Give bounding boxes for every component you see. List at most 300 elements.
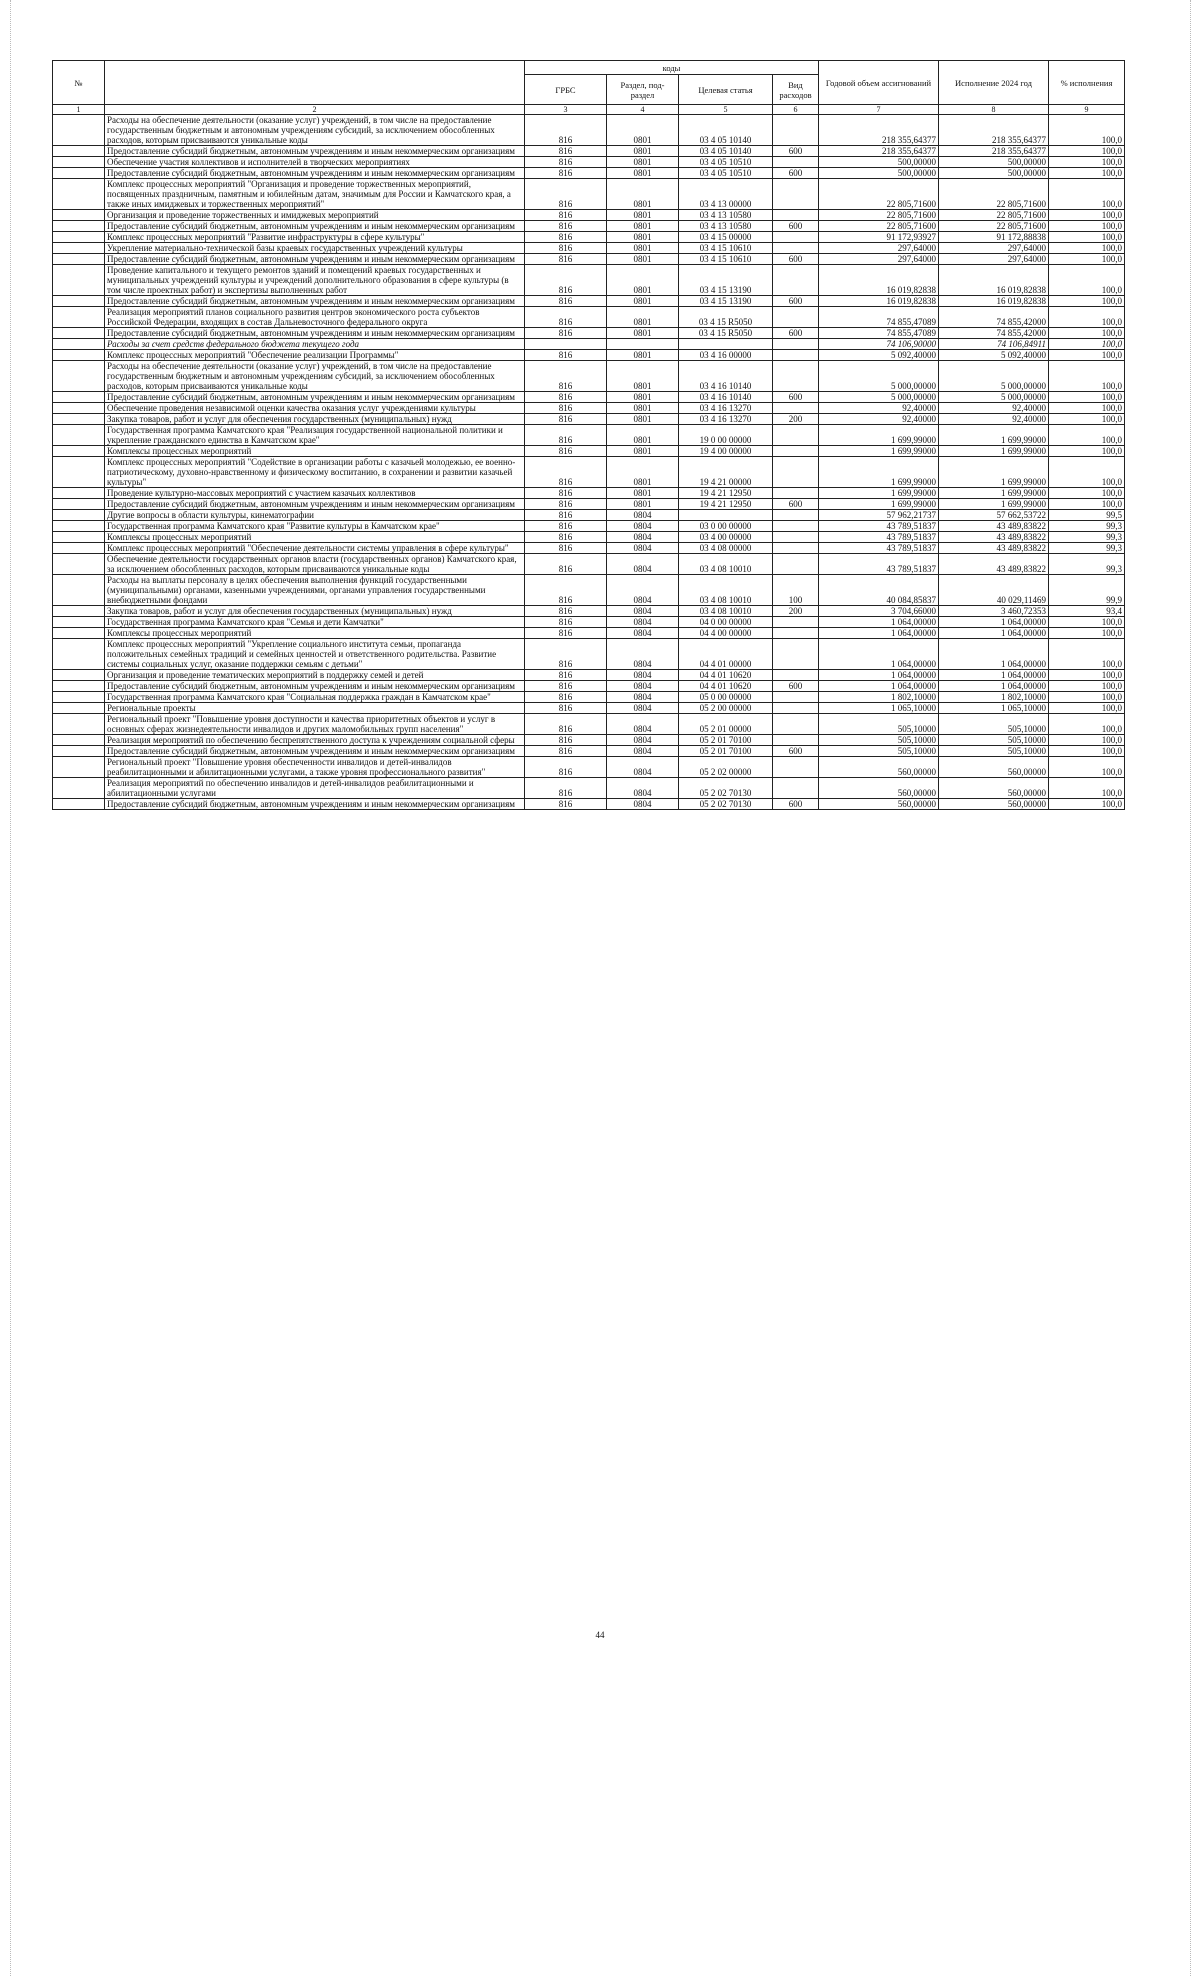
row-plan-cell: 16 019,82838 (819, 265, 939, 296)
row-number-cell (53, 265, 105, 296)
row-number-cell (53, 670, 105, 681)
row-kind-cell (773, 488, 819, 499)
row-name-cell: Предоставление субсидий бюджетным, автономным учреждениям и иным некоммерческим организациям (105, 221, 525, 232)
row-section-cell: 0801 (607, 232, 679, 243)
row-section-cell: 0801 (607, 179, 679, 210)
row-number-cell (53, 243, 105, 254)
row-section-cell: 0804 (607, 670, 679, 681)
row-name-cell: Другие вопросы в области культуры, кинематографии (105, 510, 525, 521)
row-section-cell: 0801 (607, 392, 679, 403)
row-grbs-cell: 816 (525, 414, 607, 425)
row-target-cell: 03 4 15 00000 (679, 232, 773, 243)
row-number-cell (53, 307, 105, 328)
row-exec-cell: 22 805,71600 (939, 221, 1049, 232)
row-plan-cell: 3 704,66000 (819, 606, 939, 617)
row-target-cell: 03 4 15 10610 (679, 243, 773, 254)
row-name-cell: Расходы на выплаты персоналу в целях обеспечения выполнения функций государственными (муниципальными) органами, казенными учреждениями, органами управления государственными внебюджетными фондами (105, 575, 525, 606)
col-number: 8 (939, 105, 1049, 115)
row-pct-cell: 100,0 (1049, 350, 1125, 361)
row-section-cell: 0801 (607, 221, 679, 232)
row-name-cell: Расходы на обеспечение деятельности (оказание услуг) учреждений, в том числе на предоставление государственным бюджетным и автономным учреждениям субсидий, за исключением обособленных расходов, которым присваиваются уникальные коды (105, 361, 525, 392)
row-target-cell: 04 4 01 00000 (679, 639, 773, 670)
table-row (53, 681, 1125, 692)
row-pct-cell: 100,0 (1049, 146, 1125, 157)
row-number-cell (53, 361, 105, 392)
row-pct-cell: 99,3 (1049, 532, 1125, 543)
table-row (53, 254, 1125, 265)
row-target-cell: 19 4 21 12950 (679, 488, 773, 499)
row-number-cell (53, 328, 105, 339)
row-section-cell: 0801 (607, 425, 679, 446)
row-pct-cell: 100,0 (1049, 799, 1125, 810)
row-pct-cell: 93,4 (1049, 606, 1125, 617)
row-section-cell: 0804 (607, 746, 679, 757)
table-row (53, 703, 1125, 714)
row-name-cell: Укрепление материально-технической базы краевых государственных учреждений культуры (105, 243, 525, 254)
row-target-cell: 03 4 15 R5050 (679, 307, 773, 328)
row-name-cell: Государственная программа Камчатского края "Развитие культуры в Камчатском крае" (105, 521, 525, 532)
row-name-cell: Предоставление субсидий бюджетным, автономным учреждениям и иным некоммерческим организациям (105, 146, 525, 157)
row-section-cell: 0804 (607, 521, 679, 532)
row-name-cell: Комплекс процессных мероприятий "Развитие инфраструктуры в сфере культуры" (105, 232, 525, 243)
row-exec-cell: 3 460,72353 (939, 606, 1049, 617)
row-pct-cell: 100,0 (1049, 403, 1125, 414)
row-exec-cell: 560,00000 (939, 778, 1049, 799)
row-kind-cell (773, 554, 819, 575)
col-number: 5 (679, 105, 773, 115)
row-grbs-cell: 816 (525, 778, 607, 799)
row-section-cell: 0804 (607, 681, 679, 692)
row-name-cell: Предоставление субсидий бюджетным, автономным учреждениям и иным некоммерческим организациям (105, 746, 525, 757)
row-name-cell: Организация и проведение торжественных и имиджевых мероприятий (105, 210, 525, 221)
row-number-cell (53, 543, 105, 554)
row-name-cell: Комплекс процессных мероприятий "Укрепление социального института семьи, пропаганда положительных семейных традиций и семейных ценностей и ответственного родительства. Развитие системы социальных услуг, оказание поддержки семьям с детьми" (105, 639, 525, 670)
row-section-cell: 0801 (607, 328, 679, 339)
row-name-cell: Комплексы процессных мероприятий (105, 628, 525, 639)
row-kind-cell (773, 307, 819, 328)
row-name-cell: Комплекс процессных мероприятий "Содействие в организации работы с казачьей молодежью, ее военно-патриотическому, духовно-нравственному и физическому воспитанию, в сохранении и развитии казачьей культуры" (105, 457, 525, 488)
row-name-cell: Государственная программа Камчатского края "Семья и дети Камчатки" (105, 617, 525, 628)
row-grbs-cell: 816 (525, 746, 607, 757)
row-exec-cell: 218 355,64377 (939, 115, 1049, 146)
row-grbs-cell: 816 (525, 692, 607, 703)
table-row (53, 532, 1125, 543)
row-plan-cell: 505,10000 (819, 746, 939, 757)
row-section-cell: 0801 (607, 243, 679, 254)
row-plan-cell: 43 789,51837 (819, 532, 939, 543)
row-target-cell: 03 4 05 10510 (679, 168, 773, 179)
row-name-cell: Предоставление субсидий бюджетным, автономным учреждениям и иным некоммерческим организациям (105, 499, 525, 510)
row-number-cell (53, 617, 105, 628)
row-section-cell: 0801 (607, 350, 679, 361)
row-pct-cell: 100,0 (1049, 414, 1125, 425)
row-target-cell: 03 4 05 10140 (679, 146, 773, 157)
row-pct-cell: 100,0 (1049, 617, 1125, 628)
col-number: 6 (773, 105, 819, 115)
table-row (53, 488, 1125, 499)
row-target-cell: 03 4 16 10140 (679, 392, 773, 403)
col-number: 7 (819, 105, 939, 115)
column-number-row (53, 105, 1125, 115)
row-plan-cell: 500,00000 (819, 168, 939, 179)
table-row (53, 210, 1125, 221)
row-kind-cell: 600 (773, 681, 819, 692)
row-number-cell (53, 254, 105, 265)
row-number-cell (53, 606, 105, 617)
row-pct-cell: 100,0 (1049, 157, 1125, 168)
row-name-cell: Проведение капитального и текущего ремонтов зданий и помещений краевых государственных и муниципальных учреждений культуры и учреждений дополнительного образования в сфере культуры (в том числе проектных работ) и экспертизы выполненных работ (105, 265, 525, 296)
row-target-cell: 03 4 15 R5050 (679, 328, 773, 339)
row-exec-cell: 43 489,83822 (939, 554, 1049, 575)
row-target-cell: 03 4 05 10140 (679, 115, 773, 146)
table-row (53, 778, 1125, 799)
row-plan-cell: 1 699,99000 (819, 457, 939, 488)
row-plan-cell: 43 789,51837 (819, 521, 939, 532)
row-exec-cell: 16 019,82838 (939, 265, 1049, 296)
row-grbs-cell: 816 (525, 328, 607, 339)
row-kind-cell: 600 (773, 746, 819, 757)
row-target-cell: 03 4 16 13270 (679, 414, 773, 425)
row-pct-cell: 100,0 (1049, 221, 1125, 232)
row-kind-cell (773, 232, 819, 243)
row-grbs-cell: 816 (525, 392, 607, 403)
row-target-cell: 04 4 01 10620 (679, 681, 773, 692)
document-page (52, 60, 1124, 810)
row-name-cell: Предоставление субсидий бюджетным, автономным учреждениям и иным некоммерческим организациям (105, 296, 525, 307)
row-plan-cell: 560,00000 (819, 757, 939, 778)
row-exec-cell: 5 000,00000 (939, 392, 1049, 403)
row-name-cell: Государственная программа Камчатского края "Социальная поддержка граждан в Камчатском крае" (105, 692, 525, 703)
row-name-cell: Предоставление субсидий бюджетным, автономным учреждениям и иным некоммерческим организациям (105, 392, 525, 403)
row-pct-cell: 100,0 (1049, 703, 1125, 714)
row-name-cell: Проведение культурно-массовых мероприятий с участием казачьих коллективов (105, 488, 525, 499)
row-plan-cell: 1 699,99000 (819, 425, 939, 446)
row-target-cell: 03 4 15 13190 (679, 296, 773, 307)
row-exec-cell: 43 489,83822 (939, 532, 1049, 543)
row-kind-cell: 600 (773, 499, 819, 510)
row-section-cell (607, 339, 679, 350)
row-target-cell: 03 4 08 00000 (679, 543, 773, 554)
row-section-cell: 0804 (607, 575, 679, 606)
table-row (53, 403, 1125, 414)
row-section-cell: 0801 (607, 457, 679, 488)
row-pct-cell: 100,0 (1049, 232, 1125, 243)
row-kind-cell (773, 210, 819, 221)
row-pct-cell: 99,5 (1049, 510, 1125, 521)
row-number-cell (53, 628, 105, 639)
row-pct-cell: 100,0 (1049, 681, 1125, 692)
row-grbs-cell: 816 (525, 606, 607, 617)
row-name-cell: Закупка товаров, работ и услуг для обеспечения государственных (муниципальных) нужд (105, 606, 525, 617)
row-grbs-cell: 816 (525, 521, 607, 532)
row-name-cell: Предоставление субсидий бюджетным, автономным учреждениям и иным некоммерческим организациям (105, 681, 525, 692)
table-row (53, 157, 1125, 168)
row-target-cell: 04 0 00 00000 (679, 617, 773, 628)
row-kind-cell (773, 778, 819, 799)
row-section-cell: 0804 (607, 554, 679, 575)
row-name-cell: Расходы на обеспечение деятельности (оказание услуг) учреждений, в том числе на предоставление государственным бюджетным и автономным учреждениям субсидий, за исключением обособленных расходов, которым присваиваются уникальные коды (105, 115, 525, 146)
row-pct-cell: 100,0 (1049, 446, 1125, 457)
row-target-cell: 05 2 02 70130 (679, 778, 773, 799)
row-exec-cell: 74 855,42000 (939, 307, 1049, 328)
row-target-cell: 03 4 05 10510 (679, 157, 773, 168)
row-number-cell (53, 692, 105, 703)
row-number-cell (53, 425, 105, 446)
row-number-cell (53, 179, 105, 210)
row-kind-cell: 600 (773, 799, 819, 810)
row-exec-cell: 5 000,00000 (939, 361, 1049, 392)
row-kind-cell (773, 521, 819, 532)
row-name-cell: Региональный проект "Повышение уровня доступности и качества приоритетных объектов и услуг в основных сферах жизнедеятельности инвалидов и других маломобильных групп населения" (105, 714, 525, 735)
row-target-cell: 03 4 16 00000 (679, 350, 773, 361)
row-target-cell: 05 0 00 00000 (679, 692, 773, 703)
row-target-cell: 05 2 00 00000 (679, 703, 773, 714)
row-plan-cell: 5 092,40000 (819, 350, 939, 361)
table-row (53, 296, 1125, 307)
table-row (53, 168, 1125, 179)
row-target-cell: 03 4 15 10610 (679, 254, 773, 265)
row-pct-cell: 100,0 (1049, 361, 1125, 392)
row-grbs-cell: 816 (525, 296, 607, 307)
row-name-cell: Закупка товаров, работ и услуг для обеспечения государственных (муниципальных) нужд (105, 414, 525, 425)
row-section-cell: 0804 (607, 639, 679, 670)
row-grbs-cell: 816 (525, 543, 607, 554)
row-exec-cell: 505,10000 (939, 746, 1049, 757)
row-exec-cell: 297,64000 (939, 254, 1049, 265)
row-plan-cell: 1 064,00000 (819, 681, 939, 692)
row-plan-cell: 1 802,10000 (819, 692, 939, 703)
row-number-cell (53, 499, 105, 510)
table-row (53, 146, 1125, 157)
row-section-cell: 0804 (607, 628, 679, 639)
row-pct-cell: 100,0 (1049, 265, 1125, 296)
table-row (53, 392, 1125, 403)
col-header-name (105, 61, 525, 105)
row-grbs-cell: 816 (525, 168, 607, 179)
row-pct-cell: 100,0 (1049, 179, 1125, 210)
row-exec-cell: 22 805,71600 (939, 179, 1049, 210)
row-plan-cell: 57 962,21737 (819, 510, 939, 521)
row-name-cell: Организация и проведение тематических мероприятий в поддержку семей и детей (105, 670, 525, 681)
row-plan-cell: 5 000,00000 (819, 392, 939, 403)
row-plan-cell: 1 699,99000 (819, 446, 939, 457)
table-row (53, 457, 1125, 488)
row-target-cell: 05 2 02 70130 (679, 799, 773, 810)
row-number-cell (53, 392, 105, 403)
row-kind-cell (773, 157, 819, 168)
row-kind-cell: 600 (773, 146, 819, 157)
row-grbs-cell: 816 (525, 799, 607, 810)
row-exec-cell: 92,40000 (939, 403, 1049, 414)
row-exec-cell: 1 064,00000 (939, 628, 1049, 639)
row-grbs-cell (525, 339, 607, 350)
row-kind-cell (773, 757, 819, 778)
row-exec-cell: 1 699,99000 (939, 425, 1049, 446)
row-number-cell (53, 681, 105, 692)
row-plan-cell: 1 065,10000 (819, 703, 939, 714)
row-exec-cell: 1 699,99000 (939, 446, 1049, 457)
row-exec-cell: 91 172,88838 (939, 232, 1049, 243)
row-number-cell (53, 714, 105, 735)
row-target-cell: 03 4 15 13190 (679, 265, 773, 296)
row-pct-cell: 100,0 (1049, 210, 1125, 221)
row-grbs-cell: 816 (525, 757, 607, 778)
page-number: 44 (595, 1630, 605, 1640)
row-plan-cell: 40 084,85837 (819, 575, 939, 606)
row-exec-cell: 1 064,00000 (939, 670, 1049, 681)
row-target-cell: 19 4 21 12950 (679, 499, 773, 510)
row-plan-cell: 92,40000 (819, 414, 939, 425)
table-row (53, 179, 1125, 210)
row-target-cell: 03 0 00 00000 (679, 521, 773, 532)
row-plan-cell: 43 789,51837 (819, 554, 939, 575)
col-header-grbs: ГРБС (525, 75, 607, 105)
row-grbs-cell: 816 (525, 254, 607, 265)
row-target-cell: 05 2 02 00000 (679, 757, 773, 778)
row-grbs-cell: 816 (525, 628, 607, 639)
row-grbs-cell: 816 (525, 554, 607, 575)
row-name-cell: Региональные проекты (105, 703, 525, 714)
row-pct-cell: 100,0 (1049, 778, 1125, 799)
col-header-codes: коды (525, 61, 819, 75)
row-section-cell: 0801 (607, 361, 679, 392)
col-header-target: Целевая статья (679, 75, 773, 105)
row-kind-cell (773, 403, 819, 414)
row-number-cell (53, 414, 105, 425)
row-grbs-cell: 816 (525, 403, 607, 414)
row-section-cell: 0801 (607, 210, 679, 221)
row-name-cell: Предоставление субсидий бюджетным, автономным учреждениям и иным некоммерческим организациям (105, 254, 525, 265)
row-grbs-cell: 816 (525, 265, 607, 296)
row-kind-cell (773, 510, 819, 521)
table-row (53, 243, 1125, 254)
row-exec-cell: 40 029,11469 (939, 575, 1049, 606)
table-row (53, 307, 1125, 328)
row-number-cell (53, 554, 105, 575)
row-grbs-cell: 816 (525, 639, 607, 670)
row-kind-cell (773, 350, 819, 361)
row-kind-cell: 600 (773, 328, 819, 339)
row-pct-cell: 100,0 (1049, 628, 1125, 639)
row-section-cell: 0801 (607, 296, 679, 307)
row-section-cell: 0804 (607, 617, 679, 628)
row-target-cell: 03 4 00 00000 (679, 532, 773, 543)
row-exec-cell: 1 064,00000 (939, 681, 1049, 692)
row-section-cell: 0801 (607, 307, 679, 328)
row-grbs-cell: 816 (525, 575, 607, 606)
row-plan-cell: 1 064,00000 (819, 639, 939, 670)
table-row (53, 425, 1125, 446)
table-row (53, 714, 1125, 735)
row-number-cell (53, 488, 105, 499)
row-target-cell: 03 4 08 10010 (679, 606, 773, 617)
row-pct-cell: 100,0 (1049, 735, 1125, 746)
row-name-cell: Комплекс процессных мероприятий "Обеспечение реализации Программы" (105, 350, 525, 361)
row-exec-cell: 297,64000 (939, 243, 1049, 254)
row-kind-cell (773, 670, 819, 681)
row-number-cell (53, 703, 105, 714)
table-row (53, 617, 1125, 628)
table-row (53, 115, 1125, 146)
row-grbs-cell: 816 (525, 735, 607, 746)
row-grbs-cell: 816 (525, 425, 607, 446)
table-row (53, 414, 1125, 425)
row-kind-cell: 200 (773, 606, 819, 617)
row-name-cell: Обеспечение проведения независимой оценки качества оказания услуг учреждениями культуры (105, 403, 525, 414)
row-section-cell: 0801 (607, 115, 679, 146)
row-section-cell: 0801 (607, 157, 679, 168)
row-grbs-cell: 816 (525, 307, 607, 328)
row-section-cell: 0804 (607, 532, 679, 543)
row-kind-cell: 600 (773, 254, 819, 265)
row-plan-cell: 74 106,90000 (819, 339, 939, 350)
row-exec-cell: 22 805,71600 (939, 210, 1049, 221)
row-section-cell: 0804 (607, 703, 679, 714)
row-kind-cell (773, 692, 819, 703)
row-plan-cell: 22 805,71600 (819, 210, 939, 221)
table-row (53, 350, 1125, 361)
row-exec-cell: 500,00000 (939, 157, 1049, 168)
row-exec-cell: 1 699,99000 (939, 488, 1049, 499)
row-kind-cell (773, 532, 819, 543)
row-pct-cell: 100,0 (1049, 457, 1125, 488)
row-pct-cell: 100,0 (1049, 746, 1125, 757)
col-header-kind: Вид расходов (773, 75, 819, 105)
row-kind-cell: 100 (773, 575, 819, 606)
row-section-cell: 0804 (607, 735, 679, 746)
table-row (53, 735, 1125, 746)
row-section-cell: 0804 (607, 543, 679, 554)
row-target-cell: 03 4 08 10010 (679, 575, 773, 606)
table-row (53, 361, 1125, 392)
row-pct-cell: 99,3 (1049, 521, 1125, 532)
row-number-cell (53, 778, 105, 799)
row-pct-cell: 100,0 (1049, 714, 1125, 735)
row-number-cell (53, 210, 105, 221)
row-pct-cell: 100,0 (1049, 670, 1125, 681)
row-target-cell: 04 4 00 00000 (679, 628, 773, 639)
row-exec-cell: 505,10000 (939, 735, 1049, 746)
row-section-cell: 0804 (607, 510, 679, 521)
row-number-cell (53, 168, 105, 179)
col-header-exec: Исполнение 2024 год (939, 61, 1049, 105)
row-pct-cell: 100,0 (1049, 296, 1125, 307)
row-number-cell (53, 146, 105, 157)
row-grbs-cell: 816 (525, 350, 607, 361)
row-exec-cell: 505,10000 (939, 714, 1049, 735)
table-body (53, 115, 1125, 810)
row-number-cell (53, 115, 105, 146)
row-kind-cell: 600 (773, 168, 819, 179)
row-target-cell: 19 4 21 00000 (679, 457, 773, 488)
table-row (53, 510, 1125, 521)
col-number: 9 (1049, 105, 1125, 115)
row-pct-cell: 100,0 (1049, 115, 1125, 146)
row-exec-cell: 1 065,10000 (939, 703, 1049, 714)
row-grbs-cell: 816 (525, 221, 607, 232)
row-target-cell: 05 2 01 70100 (679, 735, 773, 746)
row-name-cell: Предоставление субсидий бюджетным, автономным учреждениям и иным некоммерческим организациям (105, 799, 525, 810)
row-exec-cell: 1 064,00000 (939, 617, 1049, 628)
row-grbs-cell: 816 (525, 670, 607, 681)
row-plan-cell: 297,64000 (819, 254, 939, 265)
row-name-cell: Государственная программа Камчатского края "Реализация государственной национальной политики и укрепление гражданского единства в Камчатском крае" (105, 425, 525, 446)
row-plan-cell: 560,00000 (819, 778, 939, 799)
row-kind-cell: 600 (773, 221, 819, 232)
row-name-cell: Реализация мероприятий по обеспечению беспрепятственного доступа к учреждениям социальной сферы (105, 735, 525, 746)
col-number: 2 (105, 105, 525, 115)
row-number-cell (53, 157, 105, 168)
